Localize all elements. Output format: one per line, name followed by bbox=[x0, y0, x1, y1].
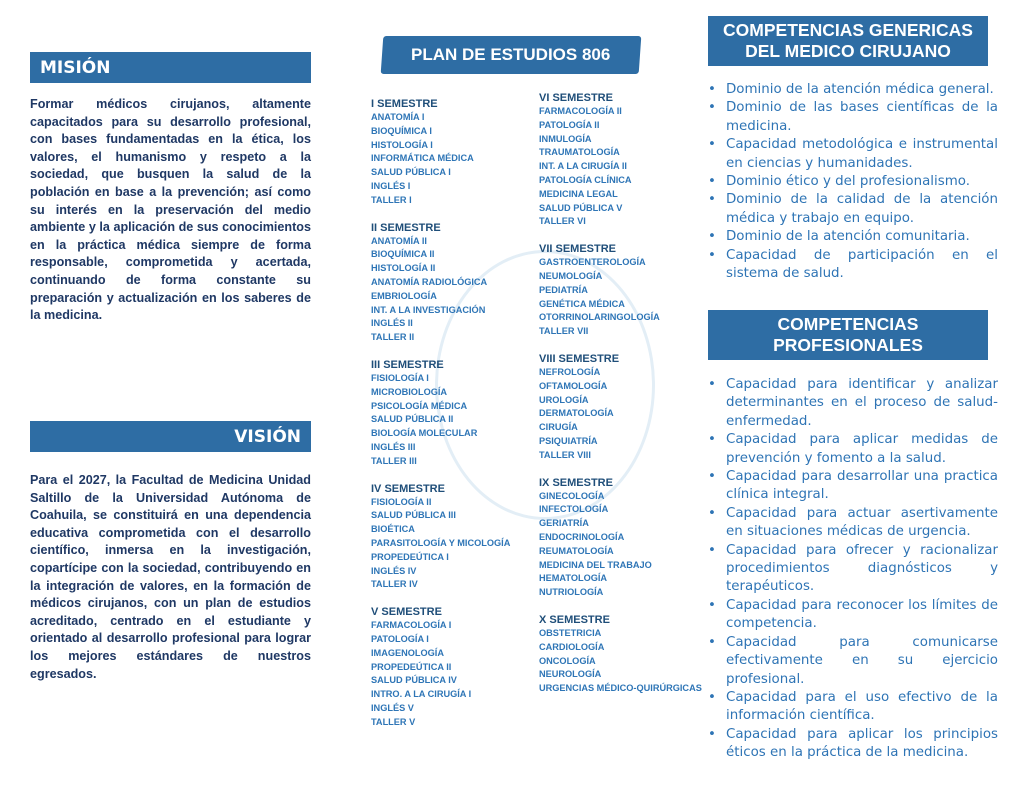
subject-item: CARDIOLOGÍA bbox=[539, 641, 605, 652]
subject-item: NEUROLOGÍA bbox=[539, 669, 602, 680]
profesionales-header bbox=[708, 310, 988, 360]
subject-item: NEUMOLOGÍA bbox=[539, 270, 603, 281]
subject-item: SALUD PÚBLICA II bbox=[371, 414, 454, 425]
subject-item: UROLOGÍA bbox=[539, 394, 589, 405]
semester-block bbox=[539, 243, 702, 339]
subject-item: TALLER IV bbox=[371, 579, 418, 590]
subject-item: ENDOCRINOLOGÍA bbox=[539, 531, 625, 542]
mision-text: Formar médicos cirujanos, altamente capacitados para su desarrollo profesional, con bases fundamentadas en la ética, los valores, el humanismo y respeto a la sociedad, que busquen la salud de la población en base a la prevención; así como su interés en la preservación del medio ambiente y la aplicación de sus conocimientos en la práctica médica siempre de forma responsable, comprometida y acertada, continuando de forma constante su preparación y actualización en los saberes de la medicina. bbox=[30, 97, 311, 323]
subject-item: CIRUGÍA bbox=[539, 422, 578, 433]
competency-item: • Dominio de las bases científicas de la medicina. bbox=[706, 99, 998, 136]
subject-item: NEFROLOGÍA bbox=[539, 366, 601, 377]
subject-item: TRAUMATOLOGÍA bbox=[539, 147, 620, 158]
subject-item: TALLER V bbox=[371, 716, 416, 727]
subject-item: MICROBIOLOGÍA bbox=[371, 386, 448, 397]
subject-item: GENÉTICA MÉDICA bbox=[539, 298, 625, 309]
subject-item: MEDICINA LEGAL bbox=[539, 188, 618, 199]
subject-item: PATOLOGÍA II bbox=[539, 119, 600, 130]
subject-item: PROPEDEÚTICA I bbox=[371, 551, 449, 562]
competency-item: • Capacidad para identificar y analizar determinantes en el proceso de salud-enfermedad. bbox=[706, 376, 998, 431]
semester-block bbox=[539, 92, 702, 229]
semester-block bbox=[371, 606, 510, 729]
subject-item: INTRO. A LA CIRUGÍA I bbox=[371, 689, 472, 700]
subject-item: OTORRINOLARINGOLOGÍA bbox=[539, 312, 660, 323]
semester-block bbox=[371, 222, 510, 345]
subject-item: PROPEDEÚTICA II bbox=[371, 661, 452, 672]
subject-item: HEMATOLOGÍA bbox=[539, 573, 608, 584]
subject-item: PSICOLOGÍA MÉDICA bbox=[371, 400, 468, 411]
subject-item: INMULOGÍA bbox=[539, 133, 592, 144]
plan-column-1 bbox=[371, 98, 510, 743]
subject-item: INT. A LA CIRUGÍA II bbox=[539, 161, 627, 172]
subject-item: ANATOMÍA II bbox=[371, 235, 427, 246]
subject-item: PEDIATRÍA bbox=[539, 284, 588, 295]
competency-item: • Capacidad para actuar asertivamente en situaciones médicas de urgencia. bbox=[706, 505, 998, 542]
semester-heading: I SEMESTRE bbox=[371, 98, 438, 110]
subject-item: PATOLOGÍA I bbox=[371, 633, 429, 644]
competency-item: • Dominio ético y del profesionalismo. bbox=[706, 173, 998, 191]
subject-item: SALUD PÚBLICA III bbox=[371, 510, 456, 521]
plan-title-banner bbox=[381, 36, 642, 74]
subject-item: FARMACOLOGÍA II bbox=[539, 106, 622, 116]
competency-item: • Dominio de la calidad de la atención médica y trabajo en equipo. bbox=[706, 191, 998, 228]
competency-item: • Capacidad para desarrollar una practica clínica integral. bbox=[706, 468, 998, 505]
semester-block bbox=[371, 98, 510, 208]
semester-heading: II SEMESTRE bbox=[371, 221, 441, 234]
semester-heading: VII SEMESTRE bbox=[539, 243, 617, 256]
genericas-title: COMPETENCIAS GENERICAS DEL MEDICO CIRUJANO bbox=[723, 20, 973, 61]
subject-item: MEDICINA DEL TRABAJO bbox=[539, 559, 652, 570]
competency-item: • Dominio de la atención comunitaria. bbox=[706, 228, 998, 246]
subject-item: BIOÉTICA bbox=[371, 524, 415, 535]
competency-item: • Capacidad para comunicarse efectivamente en su ejercicio profesional. bbox=[706, 634, 998, 689]
profesionales-title: COMPETENCIAS PROFESIONALES bbox=[773, 314, 923, 355]
subject-item: SALUD PÚBLICA I bbox=[371, 167, 451, 178]
competency-item: • Capacidad para ofrecer y racionalizar procedimientos diagnósticos y terapéuticos. bbox=[706, 542, 998, 597]
semester-heading: IV SEMESTRE bbox=[371, 482, 445, 495]
profesionales-list bbox=[706, 376, 998, 763]
subject-item: SALUD PÚBLICA IV bbox=[371, 675, 457, 686]
subject-item: PSIQUIATRÍA bbox=[539, 435, 598, 446]
subject-item: GASTROENTEROLOGÍA bbox=[539, 257, 646, 268]
competency-item: • Capacidad metodológica e instrumental en ciencias y humanidades. bbox=[706, 136, 998, 173]
subject-item: INFECTOLOGÍA bbox=[539, 504, 609, 515]
semester-heading: IX SEMESTRE bbox=[539, 476, 613, 489]
semester-block bbox=[539, 614, 702, 696]
semester-block bbox=[371, 359, 510, 469]
subject-item: FISIOLOGÍA I bbox=[371, 372, 429, 383]
semester-block bbox=[539, 353, 702, 463]
genericas-list bbox=[706, 81, 998, 283]
subject-item: OFTAMOLOGÍA bbox=[539, 380, 608, 391]
subject-item: REUMATOLOGÍA bbox=[539, 545, 614, 556]
competency-item: • Capacidad para aplicar los principios éticos en la práctica de la medicina. bbox=[706, 726, 998, 763]
subject-item: HISTOLOGÍA I bbox=[371, 139, 433, 150]
subject-item: DERMATOLOGÍA bbox=[539, 408, 614, 419]
semester-heading: VIII SEMESTRE bbox=[539, 352, 620, 365]
subject-item: PATOLOGÍA CLÍNICA bbox=[539, 174, 632, 185]
subject-item: TALLER VII bbox=[539, 326, 589, 337]
subject-item: PARASITOLOGÍA Y MICOLOGÍA bbox=[371, 537, 511, 548]
subject-item: ONCOLOGÍA bbox=[539, 655, 596, 666]
subject-item: HISTOLOGÍA II bbox=[371, 263, 436, 274]
subject-item: INT. A LA INVESTIGACIÓN bbox=[371, 304, 486, 315]
semester-heading: III SEMESTRE bbox=[371, 358, 444, 371]
vision-title: VISIÓN bbox=[234, 426, 301, 447]
competency-item: • Dominio de la atención médica general. bbox=[706, 81, 998, 99]
subject-item: BIOLOGÍA MOLECULAR bbox=[371, 428, 478, 439]
subject-item: GINECOLOGÍA bbox=[539, 490, 605, 501]
subject-item: EMBRIOLOGÍA bbox=[371, 290, 437, 301]
subject-item: NUTRIOLOGÍA bbox=[539, 587, 604, 598]
subject-item: ANATOMÍA RADIOLÓGICA bbox=[371, 276, 488, 287]
competency-item: • Capacidad para reconocer los límites de competencia. bbox=[706, 597, 998, 634]
subject-item: BIOQUÍMICA II bbox=[371, 249, 435, 260]
vision-header bbox=[30, 421, 311, 452]
subject-item: TALLER II bbox=[371, 332, 415, 343]
vision-text: Para el 2027, la Facultad de Medicina Unidad Saltillo de la Universidad Autónoma de Coahuila, se constituirá en una dependencia educativa comprometida con el desarrollo científico, inmersa en la investigación, copartícipe con la sociedad, contribuyendo en la integración de valores, en la formación de médicos cirujanos, con un plan de estudios acreditado, centrado en el estudiante y orientado al desarrollo profesional para lograr los mejores estándares de nuestros egresados. bbox=[30, 473, 311, 681]
semester-heading: X SEMESTRE bbox=[539, 613, 610, 626]
subject-item: INGLÉS I bbox=[371, 180, 411, 191]
subject-item: BIOQUÍMICA I bbox=[371, 125, 432, 136]
subject-item: URGENCIAS MÉDICO-QUIRÚRGICAS bbox=[539, 683, 702, 694]
subject-item: FARMACOLOGÍA I bbox=[371, 620, 452, 631]
semester-heading: V SEMESTRE bbox=[371, 606, 442, 619]
subject-item: ANATOMÍA I bbox=[371, 112, 425, 122]
genericas-header bbox=[708, 16, 988, 66]
semester-heading: VI SEMESTRE bbox=[539, 92, 613, 104]
competency-item: • Capacidad de participación en el sistema de salud. bbox=[706, 247, 998, 284]
subject-item: TALLER III bbox=[371, 455, 417, 466]
competency-item: • Capacidad para el uso efectivo de la información científica. bbox=[706, 689, 998, 726]
subject-item: INFORMÁTICA MÉDICA bbox=[371, 153, 474, 164]
subject-item: TALLER VIII bbox=[539, 449, 591, 460]
subject-item: OBSTETRICIA bbox=[539, 627, 602, 638]
subject-item: INGLÉS III bbox=[371, 441, 416, 452]
subject-item: INGLÉS II bbox=[371, 318, 413, 329]
subject-item: IMAGENOLOGÍA bbox=[371, 647, 444, 658]
mision-title: MISIÓN bbox=[40, 57, 111, 78]
competency-item: • Capacidad para aplicar medidas de prevención y fomento a la salud. bbox=[706, 431, 998, 468]
semester-block bbox=[371, 483, 510, 593]
subject-item: GERIATRÍA bbox=[539, 518, 589, 529]
subject-item: SALUD PÚBLICA V bbox=[539, 202, 623, 213]
subject-item: INGLÉS V bbox=[371, 702, 414, 713]
subject-item: TALLER VI bbox=[539, 216, 586, 227]
mision-header bbox=[30, 52, 311, 83]
plan-column-2 bbox=[539, 92, 702, 710]
subject-item: TALLER I bbox=[371, 194, 412, 205]
plan-title: PLAN DE ESTUDIOS 806 bbox=[411, 45, 611, 64]
subject-item: FISIOLOGÍA II bbox=[371, 496, 432, 507]
subject-item: INGLÉS IV bbox=[371, 565, 417, 576]
semester-block bbox=[539, 477, 702, 600]
